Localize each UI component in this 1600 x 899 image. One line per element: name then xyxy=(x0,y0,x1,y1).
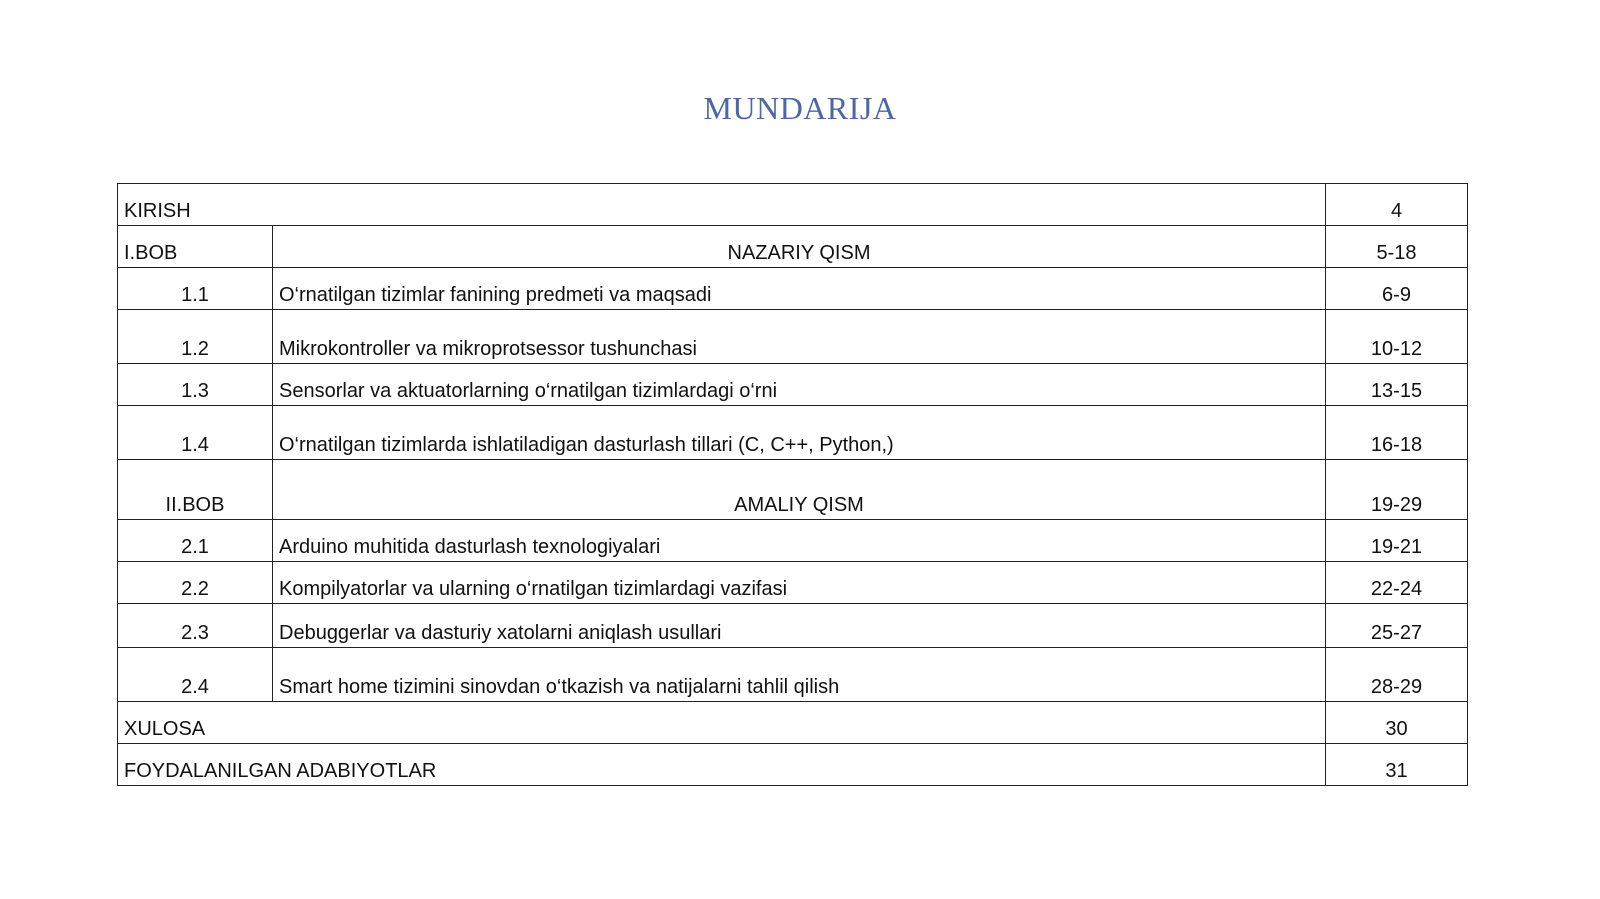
toc-section-number: 1.3 xyxy=(118,364,273,406)
toc-page: 6-9 xyxy=(1326,268,1468,310)
toc-chapter-heading: AMALIY QISM xyxy=(273,460,1326,520)
toc-page: 19-21 xyxy=(1326,520,1468,562)
toc-section-number: 2.2 xyxy=(118,562,273,604)
toc-section-number: 1.2 xyxy=(118,310,273,364)
toc-section-title: Arduino muhitida dasturlash texnologiyalari xyxy=(273,520,1326,562)
table-row xyxy=(118,364,1468,406)
table-row xyxy=(118,648,1468,702)
toc-section-number: 2.4 xyxy=(118,648,273,702)
table-row xyxy=(118,604,1468,648)
toc-page: 22-24 xyxy=(1326,562,1468,604)
toc-page: 13-15 xyxy=(1326,364,1468,406)
toc-label-references: FOYDALANILGAN ADABIYOTLAR xyxy=(118,744,1326,786)
table-row xyxy=(118,268,1468,310)
toc-page: 19-29 xyxy=(1326,460,1468,520)
table-row xyxy=(118,702,1468,744)
table-row xyxy=(118,744,1468,786)
toc-section-title: O‘rnatilgan tizimlar fanining predmeti va maqsadi xyxy=(273,268,1326,310)
toc-page: 30 xyxy=(1326,702,1468,744)
table-row xyxy=(118,226,1468,268)
toc-label-xulosa: XULOSA xyxy=(118,702,1326,744)
table-row xyxy=(118,310,1468,364)
table-row xyxy=(118,520,1468,562)
table-row xyxy=(118,562,1468,604)
toc-chapter-number: I.BOB xyxy=(118,226,273,268)
toc-section-number: 2.1 xyxy=(118,520,273,562)
toc-section-number: 1.1 xyxy=(118,268,273,310)
toc-page: 4 xyxy=(1326,184,1468,226)
table-row xyxy=(118,460,1468,520)
toc-section-title: Sensorlar va aktuatorlarning o‘rnatilgan tizimlardagi o‘rni xyxy=(273,364,1326,406)
toc-chapter-heading: NAZARIY QISM xyxy=(273,226,1326,268)
page-title: MUNDARIJA xyxy=(703,90,897,126)
toc-label-kirish: KIRISH xyxy=(118,184,1326,226)
toc-section-title: Kompilyatorlar va ularning o‘rnatilgan tizimlardagi vazifasi xyxy=(273,562,1326,604)
toc-page: 5-18 xyxy=(1326,226,1468,268)
toc-section-title: Smart home tizimini sinovdan o‘tkazish va natijalarni tahlil qilish xyxy=(273,648,1326,702)
table-row xyxy=(118,184,1468,226)
table-of-contents xyxy=(117,183,1468,786)
toc-page: 31 xyxy=(1326,744,1468,786)
toc-page: 25-27 xyxy=(1326,604,1468,648)
table-row xyxy=(118,406,1468,460)
toc-section-number: 1.4 xyxy=(118,406,273,460)
toc-page: 16-18 xyxy=(1326,406,1468,460)
toc-section-number: 2.3 xyxy=(118,604,273,648)
toc-section-title: Debuggerlar va dasturiy xatolarni aniqlash usullari xyxy=(273,604,1326,648)
toc-section-title: O‘rnatilgan tizimlarda ishlatiladigan dasturlash tillari (C, C++, Python,) xyxy=(273,406,1326,460)
toc-section-title: Mikrokontroller va mikroprotsessor tushunchasi xyxy=(273,310,1326,364)
toc-chapter-number: II.BOB xyxy=(118,460,273,520)
toc-page: 28-29 xyxy=(1326,648,1468,702)
toc-page: 10-12 xyxy=(1326,310,1468,364)
